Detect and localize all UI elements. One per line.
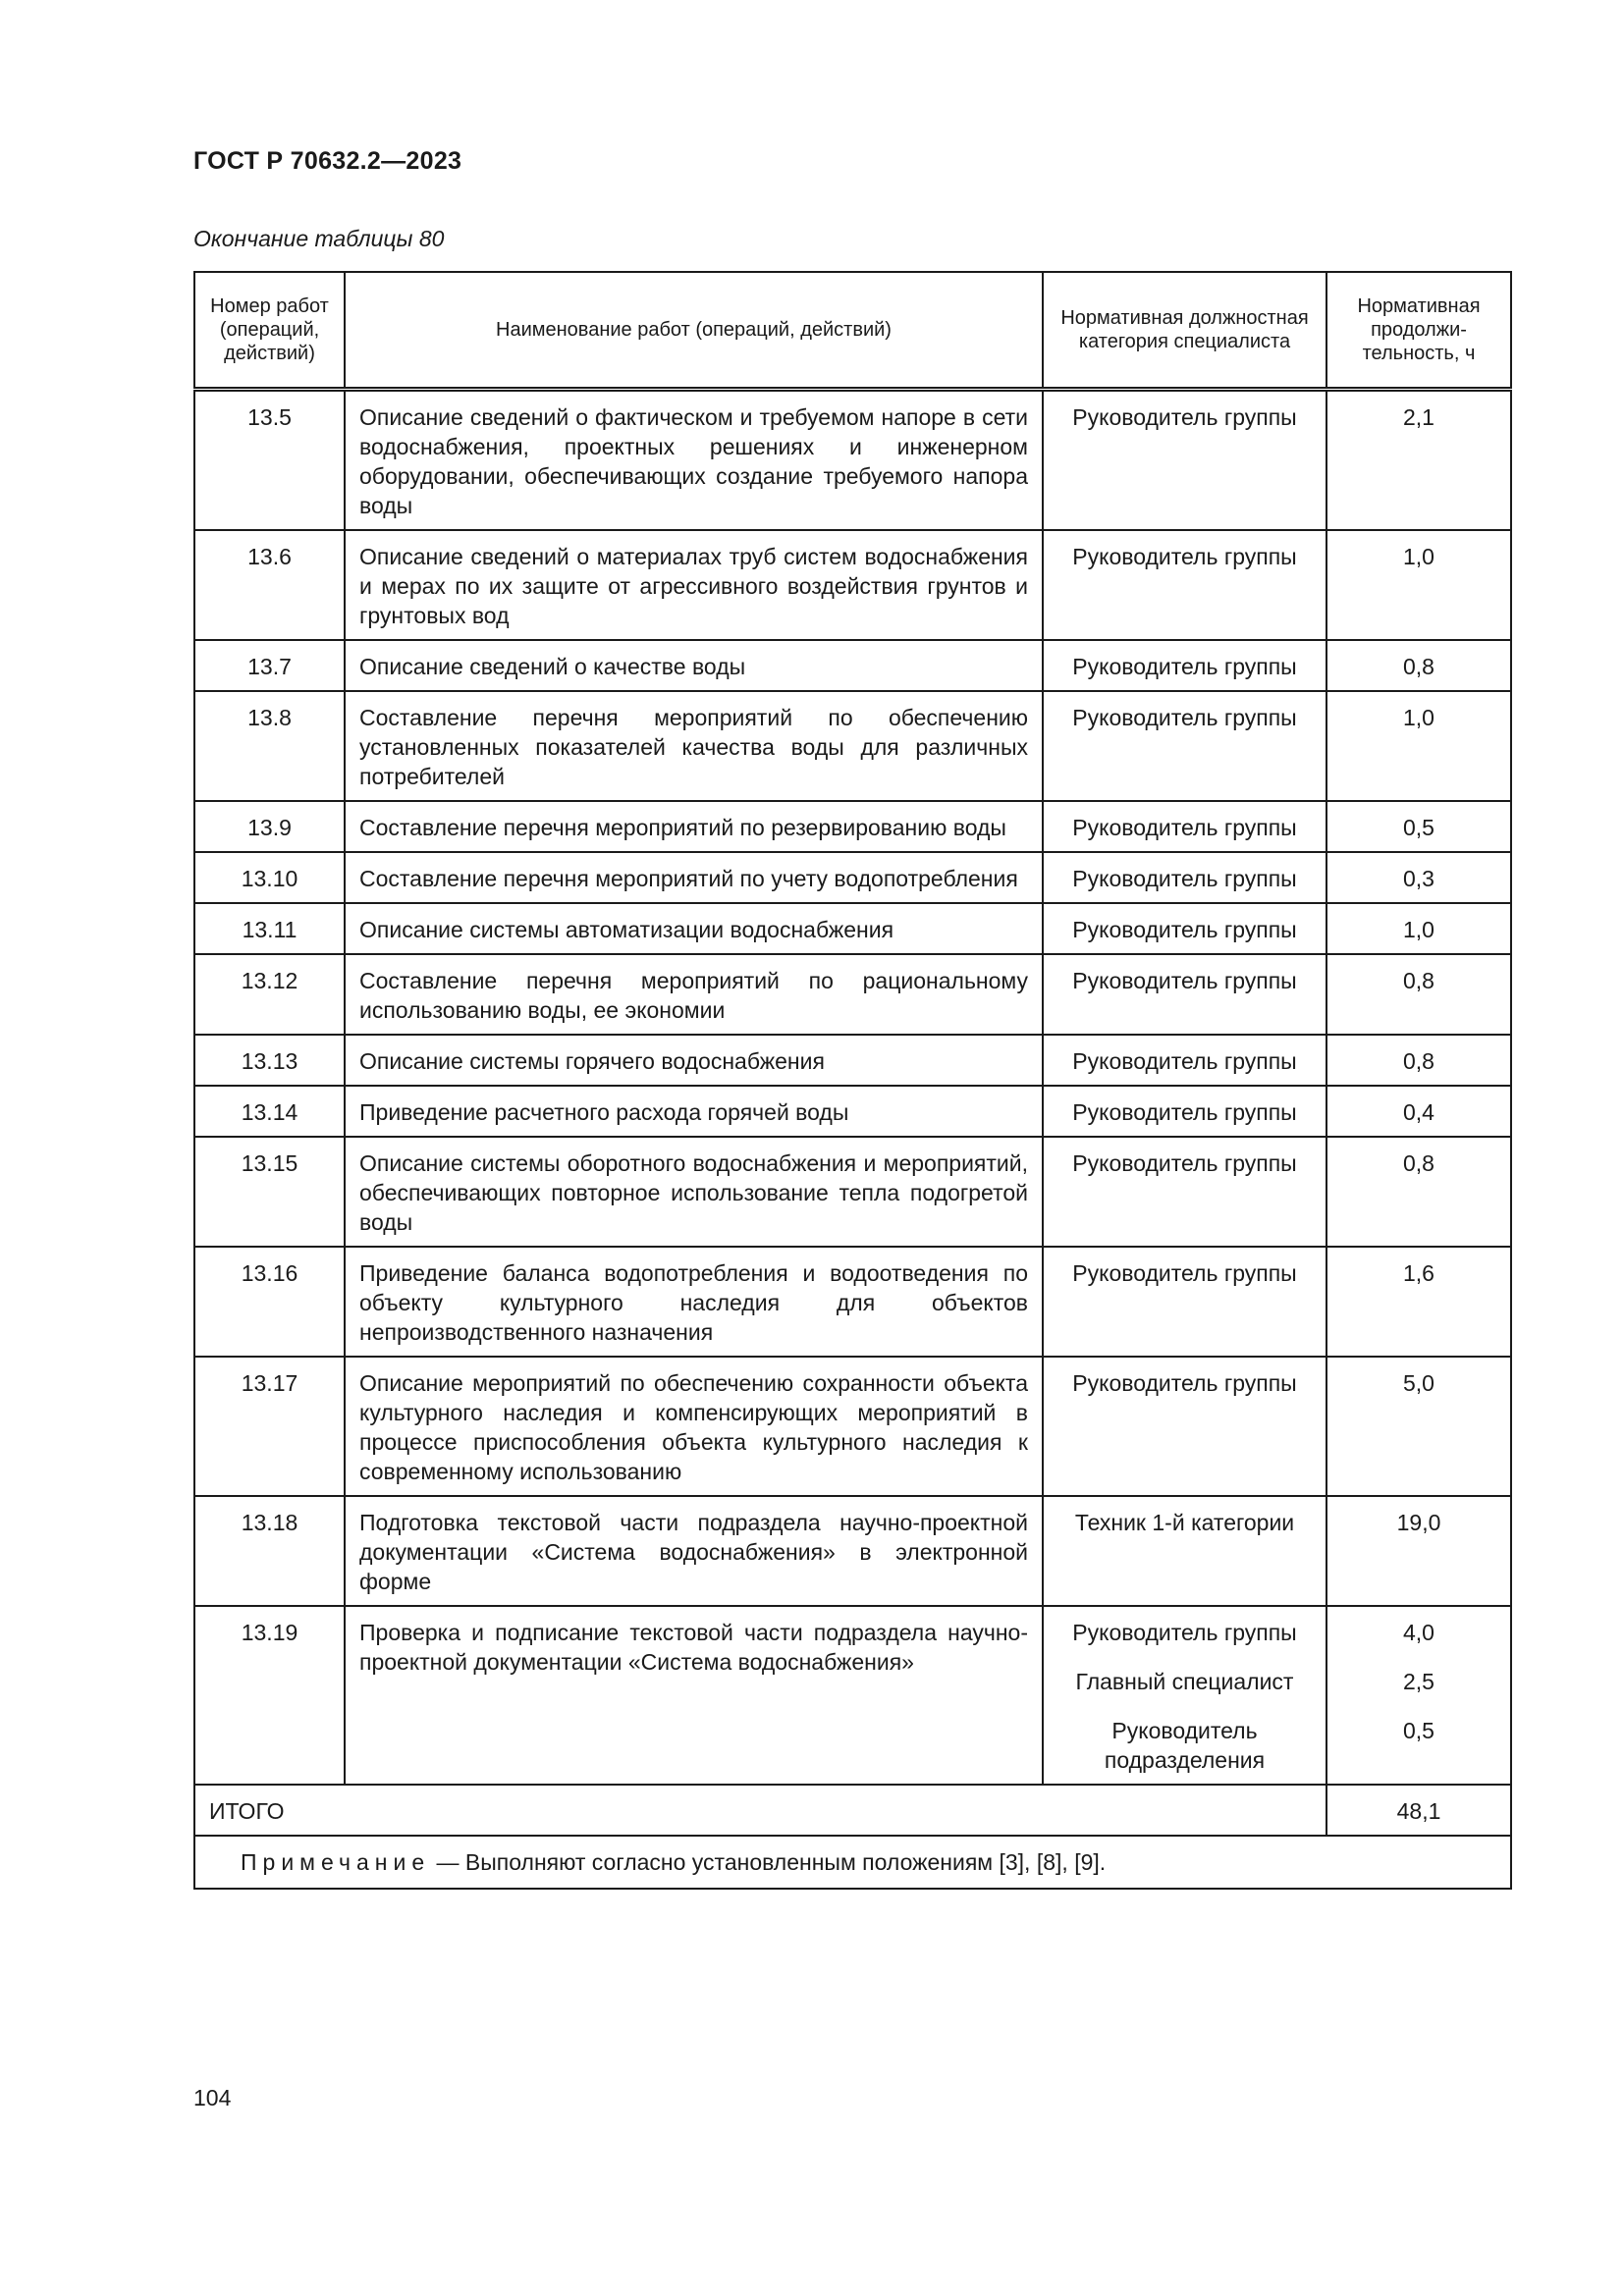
cell-name: Подготовка текстовой части подраздела научно-проектной документации «Система водоснабжения» в электронной форме [345, 1496, 1043, 1606]
cell-name: Приведение баланса водопотребления и водоотведения по объекту культурного наследия для объектов непроизводственного назначения [345, 1247, 1043, 1357]
category-entry: Руководитель подразделения [1104, 1718, 1266, 1773]
cell-duration-list [1326, 1606, 1511, 1785]
table-row [194, 1035, 1511, 1086]
cell-duration: 0,8 [1326, 640, 1511, 691]
cell-category: Руководитель группы [1043, 691, 1326, 801]
cell-category: Руководитель группы [1043, 1137, 1326, 1247]
table-row [194, 852, 1511, 903]
cell-category: Руководитель группы [1043, 852, 1326, 903]
note-label: Примечание [241, 1849, 431, 1875]
table-row [194, 1357, 1511, 1496]
cell-category: Руководитель группы [1043, 1086, 1326, 1137]
cell-duration: 0,4 [1326, 1086, 1511, 1137]
cell-num: 13.7 [194, 640, 345, 691]
table-row [194, 530, 1511, 640]
cell-name: Составление перечня мероприятий по учету водопотребления [345, 852, 1043, 903]
duration-entry: 0,5 [1403, 1718, 1435, 1743]
cell-category: Руководитель группы [1043, 530, 1326, 640]
cell-name: Описание сведений о качестве воды [345, 640, 1043, 691]
cell-name: Составление перечня мероприятий по рациональному использованию воды, ее экономии [345, 954, 1043, 1035]
cell-category: Руководитель группы [1043, 954, 1326, 1035]
table-row [194, 801, 1511, 852]
cell-name: Составление перечня мероприятий по обеспечению установленных показателей качества воды для различных потребителей [345, 691, 1043, 801]
table-row [194, 1137, 1511, 1247]
cell-num: 13.15 [194, 1137, 345, 1247]
note-row [194, 1836, 1511, 1889]
cell-duration: 1,6 [1326, 1247, 1511, 1357]
cell-duration: 1,0 [1326, 903, 1511, 954]
category-entry: Руководитель группы [1072, 1620, 1297, 1645]
table-row [194, 954, 1511, 1035]
cell-name: Проверка и подписание текстовой части подраздела научно-проектной документации «Система водоснабжения» [345, 1606, 1043, 1785]
note-text: — Выполняют согласно установленным положениям [3], [8], [9]. [436, 1849, 1107, 1875]
table-header-row [194, 272, 1511, 390]
cell-duration: 19,0 [1326, 1496, 1511, 1606]
cell-duration: 0,8 [1326, 954, 1511, 1035]
cell-num: 13.8 [194, 691, 345, 801]
cell-duration: 0,5 [1326, 801, 1511, 852]
cell-category: Техник 1-й категории [1043, 1496, 1326, 1606]
col-header-name: Наименование работ (операций, действий) [345, 272, 1043, 390]
note-cell [194, 1836, 1511, 1889]
cell-num: 13.10 [194, 852, 345, 903]
cell-num: 13.14 [194, 1086, 345, 1137]
table-row [194, 1496, 1511, 1606]
cell-num: 13.5 [194, 390, 345, 531]
table-80 [193, 271, 1510, 1890]
cell-category: Руководитель группы [1043, 1035, 1326, 1086]
cell-num: 13.6 [194, 530, 345, 640]
category-entry: Главный специалист [1075, 1669, 1294, 1694]
cell-num: 13.12 [194, 954, 345, 1035]
page-number: 104 [193, 2085, 232, 2110]
cell-num: 13.18 [194, 1496, 345, 1606]
cell-category: Руководитель группы [1043, 1247, 1326, 1357]
col-header-duration: Нормативная продолжи-тельность, ч [1326, 272, 1511, 390]
cell-category-list [1043, 1606, 1326, 1785]
cell-num: 13.16 [194, 1247, 345, 1357]
table-row-multi [194, 1606, 1511, 1785]
cell-num: 13.17 [194, 1357, 345, 1496]
cell-num: 13.9 [194, 801, 345, 852]
duration-entry: 4,0 [1403, 1620, 1435, 1645]
works-table [193, 271, 1512, 1890]
cell-name: Приведение расчетного расхода горячей воды [345, 1086, 1043, 1137]
cell-duration: 2,1 [1326, 390, 1511, 531]
table-row [194, 1086, 1511, 1137]
cell-duration: 1,0 [1326, 530, 1511, 640]
cell-name: Составление перечня мероприятий по резервированию воды [345, 801, 1043, 852]
cell-num: 13.19 [194, 1606, 345, 1785]
cell-name: Описание сведений о материалах труб систем водоснабжения и мерах по их защите от агрессивного воздействия грунтов и грунтовых вод [345, 530, 1043, 640]
cell-name: Описание сведений о фактическом и требуемом напоре в сети водоснабжения, проектных решениях и инженерном оборудовании, обеспечивающих создание требуемого напора воды [345, 390, 1043, 531]
total-row [194, 1785, 1511, 1836]
table-row [194, 640, 1511, 691]
cell-category: Руководитель группы [1043, 1357, 1326, 1496]
cell-name: Описание системы оборотного водоснабжения и мероприятий, обеспечивающих повторное использование тепла подогретой воды [345, 1137, 1043, 1247]
cell-category: Руководитель группы [1043, 640, 1326, 691]
table-row [194, 691, 1511, 801]
cell-duration: 0,8 [1326, 1137, 1511, 1247]
cell-name: Описание системы автоматизации водоснабжения [345, 903, 1043, 954]
col-header-category: Нормативная должностная категория специалиста [1043, 272, 1326, 390]
total-value: 48,1 [1326, 1785, 1511, 1836]
cell-duration: 0,8 [1326, 1035, 1511, 1086]
cell-num: 13.11 [194, 903, 345, 954]
table-row [194, 903, 1511, 954]
cell-duration: 5,0 [1326, 1357, 1511, 1496]
table-row [194, 390, 1511, 531]
cell-category: Руководитель группы [1043, 903, 1326, 954]
cell-name: Описание системы горячего водоснабжения [345, 1035, 1043, 1086]
duration-entry: 2,5 [1403, 1669, 1435, 1694]
col-header-num: Номер работ (операций, действий) [194, 272, 345, 390]
cell-num: 13.13 [194, 1035, 345, 1086]
table-row [194, 1247, 1511, 1357]
cell-category: Руководитель группы [1043, 390, 1326, 531]
cell-category: Руководитель группы [1043, 801, 1326, 852]
cell-duration: 0,3 [1326, 852, 1511, 903]
table-caption: Окончание таблицы 80 [193, 226, 445, 251]
document-code: ГОСТ Р 70632.2—2023 [193, 147, 462, 175]
cell-duration: 1,0 [1326, 691, 1511, 801]
cell-name: Описание мероприятий по обеспечению сохранности объекта культурного наследия и компенсирующих мероприятий в процессе приспособления объекта культурного наследия к современному использованию [345, 1357, 1043, 1496]
total-label: ИТОГО [194, 1785, 1326, 1836]
